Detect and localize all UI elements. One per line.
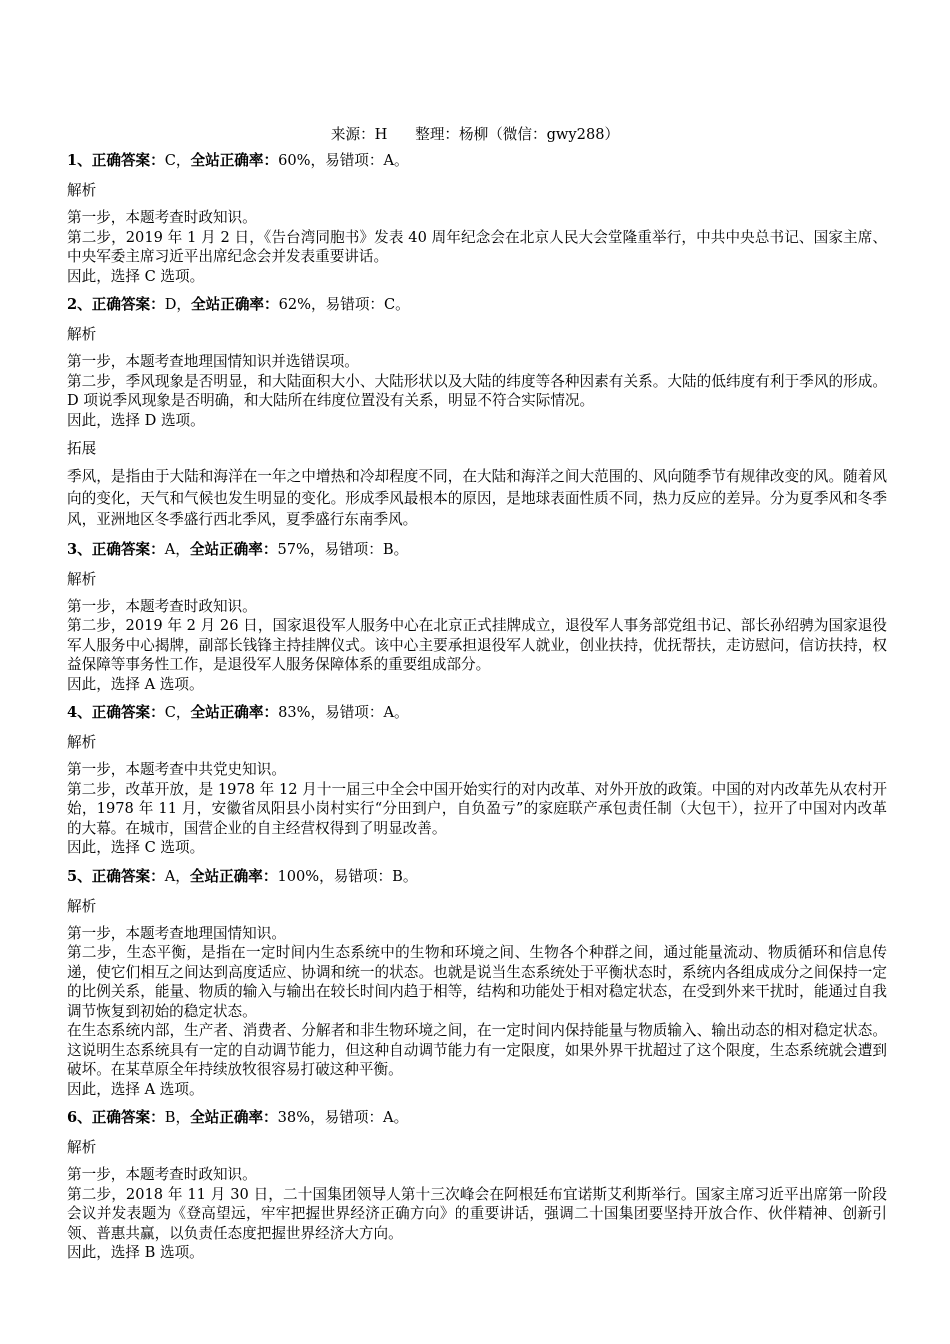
analysis-step: 第一步，本题考查时政知识。 <box>67 597 257 615</box>
analysis-label: 解析 <box>67 1139 97 1156</box>
answer-content <box>67 151 887 1272</box>
rate-label: 全站正确率： <box>190 1109 278 1126</box>
rate-value: 57%，易错项：B。 <box>277 540 409 558</box>
analysis-label: 解析 <box>67 326 97 343</box>
extension-label: 拓展 <box>67 440 97 457</box>
answer-label: 正确答案： <box>91 1109 165 1126</box>
question-block <box>67 151 887 286</box>
analysis-label: 解析 <box>67 182 97 199</box>
question-number: 2、 <box>67 296 92 313</box>
analysis-step: 第一步，本题考查中共党史知识。 <box>67 761 286 778</box>
analysis-label: 解析 <box>67 734 97 751</box>
answer-value: A， <box>164 867 190 885</box>
analysis-label: 解析 <box>67 897 97 915</box>
rate-value: 38%，易错项：A。 <box>277 1109 409 1126</box>
analysis-conclusion: 因此，选择 B 选项。 <box>67 1244 204 1261</box>
rate-label: 全站正确率： <box>189 867 278 885</box>
answer-value: B， <box>164 1109 191 1126</box>
rate-value: 83%，易错项：A。 <box>278 704 409 721</box>
question-number: 4、 <box>67 704 92 721</box>
question-header <box>67 540 887 559</box>
answer-label: 正确答案： <box>91 867 165 885</box>
rate-value: 62%，易错项：C。 <box>278 296 410 313</box>
analysis-conclusion: 因此，选择 C 选项。 <box>67 839 205 856</box>
question-header <box>67 867 887 886</box>
question-header <box>67 1108 887 1127</box>
rate-label: 全站正确率： <box>190 152 279 169</box>
rate-value: 60%，易错项：A。 <box>278 152 409 169</box>
rate-label: 全站正确率： <box>189 540 278 558</box>
question-header <box>67 703 887 722</box>
analysis-step: 第二步，改革开放，是 1978 年 12 月十一届三中全会中国开始实行的对内改革、对外开放的政策。中国的对内改革先从农村开始，1978 年 11 月，安徽省凤阳县小岗村实行“分田到户，自负盈亏”的家庭联产承包责任制（大包干），拉开了中国对内改革的大幕。在城市，国营企业的自主经营权得到了明显改善。 <box>67 780 887 837</box>
rate-label: 全站正确率： <box>190 704 279 721</box>
question-number: 5、 <box>67 867 92 885</box>
extension-text: 季风，是指由于大陆和海洋在一年之中增热和冷却程度不同，在大陆和海洋之间大范围的、风向随季节有规律改变的风。随着风向的变化，天气和气候也发生明显的变化。形成季风最根本的原因，是地球表面性质不同，热力反应的差异。分为夏季风和冬季风，亚洲地区冬季盛行西北季风，夏季盛行东南季风。 <box>67 468 887 528</box>
analysis-conclusion: 因此，选择 A 选项。 <box>67 675 204 693</box>
answer-label: 正确答案： <box>91 704 165 721</box>
analysis-conclusion: 因此，选择 C 选项。 <box>67 267 205 285</box>
question-number: 1、 <box>67 152 92 169</box>
analysis-step: 第二步，2019 年 1 月 2 日，《告台湾同胞书》发表 40 周年纪念会在北京人民大会堂隆重举行，中共中央总书记、国家主席、中央军委主席习近平出席纪念会并发表重要讲话。 <box>67 228 887 265</box>
rate-value: 100%，易错项：B。 <box>277 867 418 885</box>
answer-value: C， <box>164 152 191 169</box>
question-block <box>67 295 887 531</box>
answer-value: A， <box>164 540 190 558</box>
question-number: 3、 <box>67 540 92 558</box>
analysis-step: 第一步，本题考查地理国情知识。 <box>67 924 286 942</box>
question-number: 6、 <box>67 1109 92 1126</box>
source-header: 来源：H 整理：杨柳（微信：gwy288） <box>330 126 620 143</box>
analysis-step: 第一步，本题考查时政知识。 <box>67 1166 257 1183</box>
question-header <box>67 151 887 170</box>
question-block <box>67 540 887 695</box>
answer-label: 正确答案： <box>91 296 165 313</box>
answer-label: 正确答案： <box>91 540 165 558</box>
analysis-label: 解析 <box>67 570 97 588</box>
answer-value: C， <box>164 704 191 721</box>
question-block <box>67 1108 887 1263</box>
analysis-step: 第二步，生态平衡，是指在一定时间内生态系统中的生物和环境之间、生物各个种群之间，通过能量流动、物质循环和信息传递，使它们相互之间达到高度适应、协调和统一的状态。也就是说当生态系统处于平衡状态时，系统内各组成成分之间保持一定的比例关系，能量、物质的输入与输出在较长时间内趋于相等，结构和功能处于相对稳定状态，在受到外来干扰时，能通过自我调节恢复到初始的稳定状态。 <box>67 944 887 1020</box>
rate-label: 全站正确率： <box>191 296 279 313</box>
analysis-step: 在生态系统内部，生产者、消费者、分解者和非生物环境之间，在一定时间内保持能量与物质输入、输出动态的相对稳定状态。这说明生态系统具有一定的自动调节能力，但这种自动调节能力有一定限度，如果外界干扰超过了这个限度，生态系统就会遭到破坏。在某草原全年持续放牧很容易打破这种平衡。 <box>67 1022 887 1078</box>
question-header <box>67 295 887 314</box>
question-block <box>67 867 887 1100</box>
analysis-step: 第一步，本题考查时政知识。 <box>67 209 257 226</box>
analysis-step: 第二步，2019 年 2 月 26 日，国家退役军人服务中心在北京正式挂牌成立，退役军人事务部党组书记、部长孙绍骋为国家退役军人服务中心揭牌，副部长钱锋主持挂牌仪式。该中心主要承担退役军人就业，创业扶持，优抚帮扶，走访慰问，信访扶持，权益保障等事务性工作，是退役军人服务保障体系的重要组成部分。 <box>67 617 887 673</box>
answer-value: D， <box>164 296 192 313</box>
analysis-conclusion: 因此，选择 D 选项。 <box>67 411 205 429</box>
analysis-step: 第一步，本题考查地理国情知识并选错误项。 <box>67 353 359 370</box>
analysis-step: 第二步，2018 年 11 月 30 日，二十国集团领导人第十三次峰会在阿根廷布宜诺斯艾利斯举行。国家主席习近平出席第一阶段会议并发表题为《登高望远，牢牢把握世界经济正确方向》的重要讲话，强调二十国集团要坚持开放合作、伙伴精神、创新引领、普惠共赢，以负责任态度把握世界经济大方向。 <box>67 1185 887 1242</box>
answer-label: 正确答案： <box>91 152 165 169</box>
question-block <box>67 703 887 858</box>
analysis-conclusion: 因此，选择 A 选项。 <box>67 1080 204 1098</box>
analysis-step: 第二步，季风现象是否明显，和大陆面积大小、大陆形状以及大陆的纬度等各种因素有关系。大陆的低纬度有利于季风的形成。D 项说季风现象是否明确，和大陆所在纬度位置没有关系，明显不符合实际情况。 <box>67 372 887 409</box>
